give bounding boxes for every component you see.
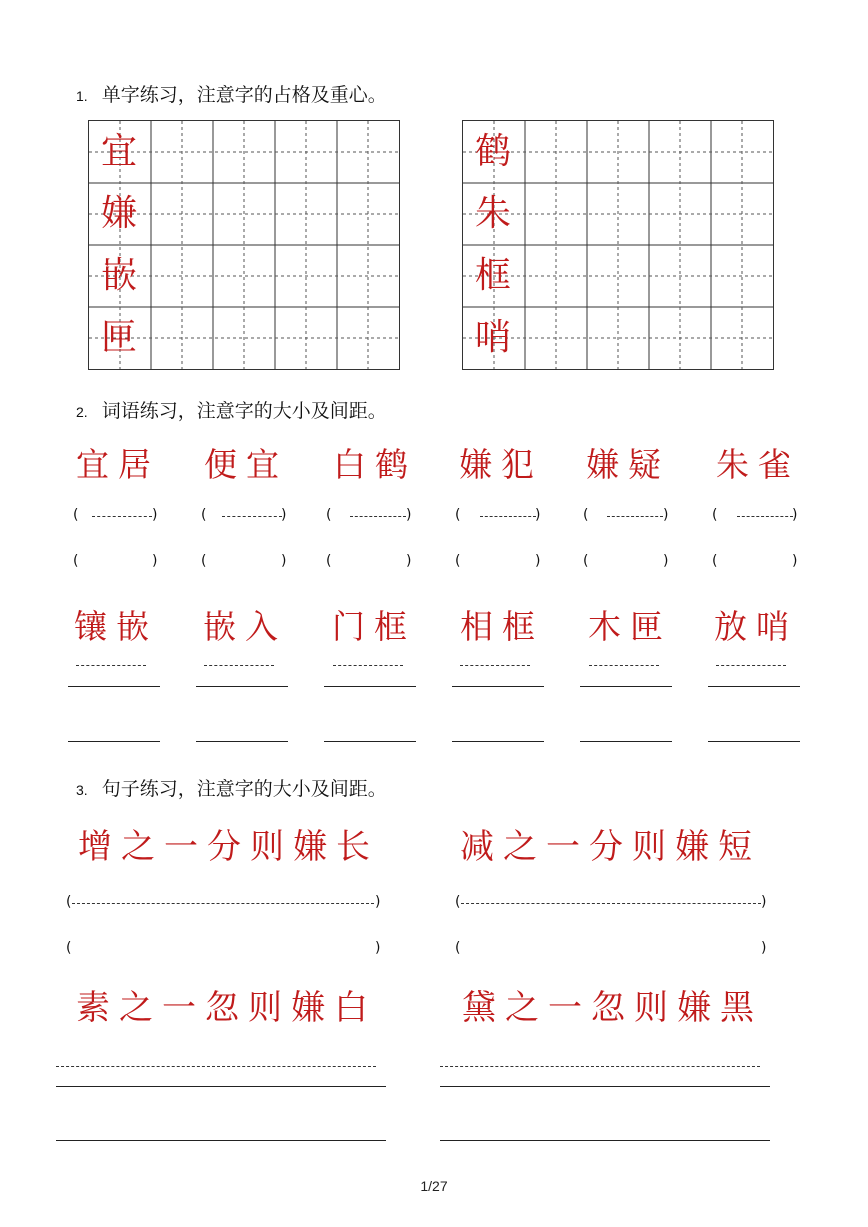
paren-guide-dash: [607, 516, 663, 517]
writing-line: [440, 1140, 770, 1141]
practice-word: 相框: [460, 607, 544, 646]
paren-open: (: [455, 553, 461, 569]
practice-word: 白鹤: [333, 445, 417, 484]
practice-word: 宜居: [76, 445, 160, 484]
guide-dash: [333, 665, 403, 666]
practice-sentence: 素之一忽则嫌白: [76, 988, 377, 1028]
paren-open: (: [455, 894, 461, 910]
paren-open: (: [326, 553, 332, 569]
practice-sentence: 减之一分则嫌短: [460, 827, 761, 867]
practice-sentence: 黛之一忽则嫌黑: [462, 988, 763, 1028]
writing-line: [324, 741, 416, 742]
section-3-heading: [76, 774, 387, 801]
paren-guide-dash: [480, 516, 536, 517]
writing-line: [440, 1086, 770, 1087]
paren-guide-dash: [350, 516, 406, 517]
practice-grid-left: [88, 120, 400, 370]
guide-dash: [76, 665, 146, 666]
paren-open: (: [583, 507, 589, 523]
paren-close: ): [406, 553, 412, 569]
paren-open: (: [455, 507, 461, 523]
section-1-number: 1.: [76, 88, 88, 104]
paren-close: ): [281, 553, 287, 569]
paren-open: (: [712, 553, 718, 569]
paren-guide-dash: [222, 516, 282, 517]
guide-dash: [440, 1066, 760, 1067]
writing-line: [580, 686, 672, 687]
paren-close: ): [535, 507, 541, 523]
paren-close: ): [152, 553, 158, 569]
practice-word: 嫌疑: [586, 445, 670, 484]
paren-close: ): [535, 553, 541, 569]
grid-char: 宜: [101, 131, 138, 172]
paren-close: ): [281, 507, 287, 523]
paren-open: (: [583, 553, 589, 569]
paren-close: ): [663, 553, 669, 569]
section-2-title: 词语练习，注意字的大小及间距。: [101, 400, 387, 422]
paren-open: (: [66, 940, 72, 956]
paren-open: (: [201, 553, 207, 569]
paren-open: (: [712, 507, 718, 523]
paren-open: (: [326, 507, 332, 523]
writing-line: [56, 1140, 386, 1141]
grid-char: 嵌: [101, 255, 138, 296]
paren-close: ): [761, 894, 767, 910]
grid-char: 框: [475, 255, 512, 296]
writing-line: [196, 686, 288, 687]
practice-word: 便宜: [204, 445, 288, 484]
section-3-title: 句子练习，注意字的大小及间距。: [101, 778, 387, 800]
paren-open: (: [73, 507, 79, 523]
writing-line: [708, 686, 800, 687]
practice-word: 放哨: [714, 607, 798, 646]
grid-char: 哨: [475, 317, 512, 358]
writing-line: [68, 741, 160, 742]
paren-close: ): [375, 940, 381, 956]
grid-char: 嫌: [101, 193, 138, 234]
section-2-number: 2.: [76, 404, 88, 420]
writing-line: [68, 686, 160, 687]
practice-sentence: 增之一分则嫌长: [78, 827, 379, 867]
section-1-heading: [76, 80, 387, 107]
practice-word: 嵌入: [203, 607, 287, 646]
section-2-heading: [76, 396, 387, 423]
paren-close: ): [663, 507, 669, 523]
paren-open: (: [66, 894, 72, 910]
guide-dash: [589, 665, 659, 666]
writing-line: [452, 686, 544, 687]
practice-word: 朱雀: [716, 445, 800, 484]
paren-open: (: [73, 553, 79, 569]
writing-line: [56, 1086, 386, 1087]
grid-char: 鹤: [475, 131, 512, 172]
practice-word: 门框: [332, 607, 416, 646]
paren-guide-dash: [737, 516, 793, 517]
paren-open: (: [455, 940, 461, 956]
writing-line: [708, 741, 800, 742]
paren-guide-dash: [92, 516, 152, 517]
paren-close: ): [152, 507, 158, 523]
paren-guide-dash: [461, 903, 761, 904]
grid-char: 朱: [475, 193, 512, 234]
practice-word: 木匣: [588, 607, 672, 646]
page-number: 1/27: [420, 1178, 448, 1194]
paren-close: ): [792, 553, 798, 569]
paren-open: (: [201, 507, 207, 523]
paren-close: ): [375, 894, 381, 910]
section-3-number: 3.: [76, 782, 88, 798]
writing-line: [196, 741, 288, 742]
guide-dash: [204, 665, 274, 666]
paren-guide-dash: [72, 903, 374, 904]
grid-char: 匣: [101, 317, 138, 358]
paren-close: ): [792, 507, 798, 523]
practice-word: 嫌犯: [459, 445, 543, 484]
practice-word: 镶嵌: [74, 607, 158, 646]
writing-line: [452, 741, 544, 742]
guide-dash: [56, 1066, 376, 1067]
section-1-title: 单字练习，注意字的占格及重心。: [101, 84, 387, 106]
writing-line: [580, 741, 672, 742]
practice-grid-right: [462, 120, 774, 370]
guide-dash: [460, 665, 530, 666]
guide-dash: [716, 665, 786, 666]
writing-line: [324, 686, 416, 687]
paren-close: ): [406, 507, 412, 523]
paren-close: ): [761, 940, 767, 956]
